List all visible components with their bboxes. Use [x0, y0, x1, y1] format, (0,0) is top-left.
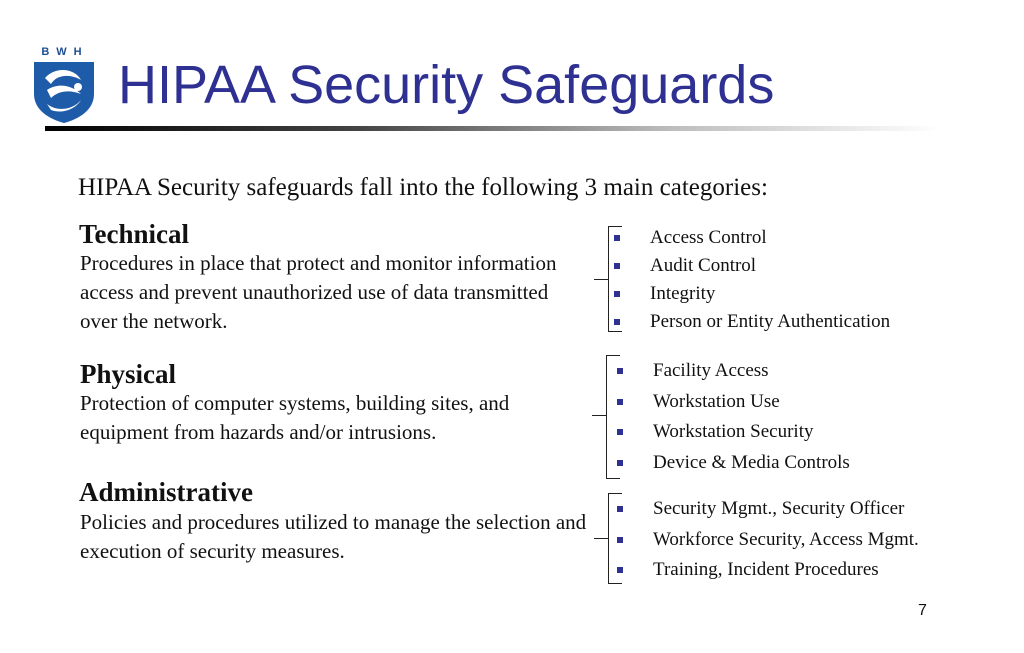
list-item: Workstation Use: [617, 387, 850, 418]
page-number: 7: [918, 602, 927, 619]
bullet-icon: [617, 506, 623, 512]
category-description-technical: Procedures in place that protect and monitor information access and prevent unauthorized use of data transmitted over the network.: [80, 251, 557, 333]
list-item: Training, Incident Procedures: [617, 555, 919, 586]
bullet-icon: [617, 368, 623, 374]
slide-title: HIPAA Security Safeguards: [118, 55, 775, 115]
list-item: Security Mgmt., Security Officer: [617, 494, 919, 525]
category-description-administrative: Policies and procedures utilized to manage the selection and execution of security measures.: [80, 510, 587, 563]
bullet-icon: [614, 291, 620, 297]
bullet-icon: [617, 537, 623, 543]
list-item: Workstation Security: [617, 417, 850, 448]
bullet-icon: [617, 460, 623, 466]
list-item: Access Control: [614, 224, 890, 252]
bullet-icon: [614, 235, 620, 241]
list-item: Workforce Security, Access Mgmt.: [617, 525, 919, 556]
title-divider: [45, 126, 940, 131]
bullet-icon: [617, 567, 623, 573]
list-item: Facility Access: [617, 356, 850, 387]
list-item: Device & Media Controls: [617, 448, 850, 479]
list-technical: [614, 224, 890, 336]
bullet-icon: [614, 263, 620, 269]
bullet-icon: [617, 429, 623, 435]
shield-logo-icon: [31, 60, 97, 124]
list-item: Person or Entity Authentication: [614, 308, 890, 336]
logo-text: BWH: [41, 46, 89, 58]
list-item: Audit Control: [614, 252, 890, 280]
category-title-technical: Technical: [79, 219, 190, 249]
category-title-administrative: Administrative: [79, 477, 253, 507]
bwh-logo: [30, 46, 100, 124]
intro-text: HIPAA Security safeguards fall into the following 3 main categories:: [78, 174, 768, 201]
category-description-physical: Protection of computer systems, building sites, and equipment from hazards and/or intrusions.: [80, 391, 510, 444]
bullet-icon: [617, 399, 623, 405]
list-physical: [617, 356, 850, 478]
list-item: Integrity: [614, 280, 890, 308]
list-administrative: [617, 494, 919, 586]
category-title-physical: Physical: [80, 359, 177, 389]
bullet-icon: [614, 319, 620, 325]
